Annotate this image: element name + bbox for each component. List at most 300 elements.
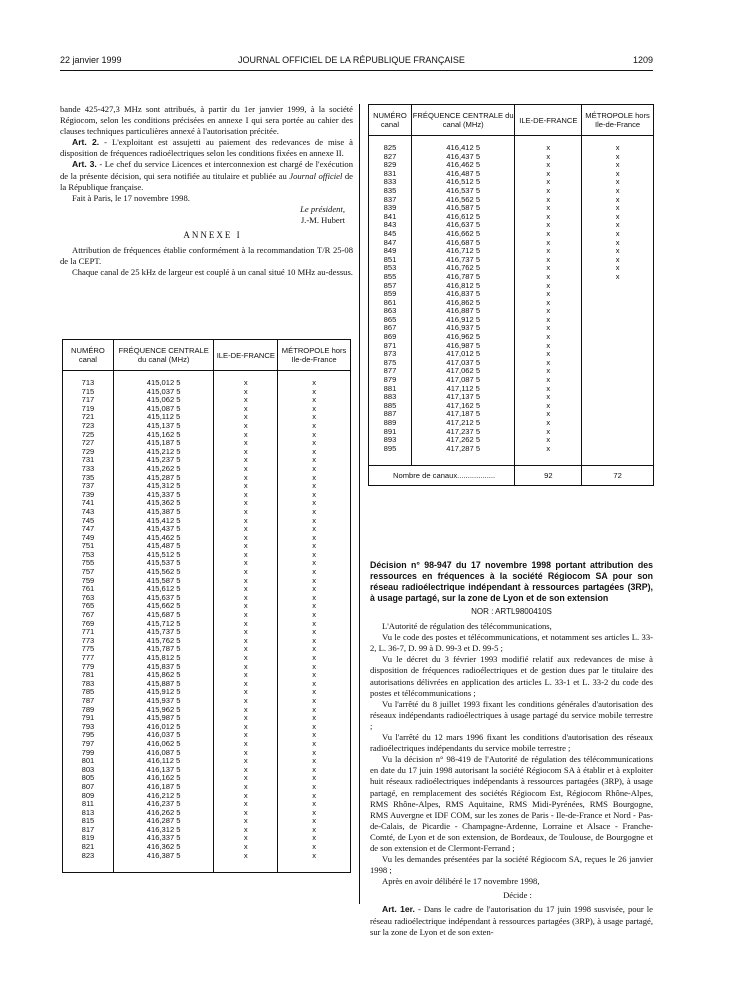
center-frequency: 417,012 5 — [411, 350, 515, 359]
header-ile-de-france: ILE-DE-FRANCE — [515, 105, 582, 136]
center-frequency: 415,037 5 — [113, 388, 214, 397]
table-row — [369, 247, 654, 256]
ile-de-france-mark: x — [214, 671, 278, 680]
table-row — [63, 517, 351, 526]
metropole-mark: x — [278, 422, 351, 431]
metropole-mark — [582, 428, 654, 437]
metropole-mark: x — [278, 559, 351, 568]
center-frequency: 416,112 5 — [113, 757, 214, 766]
table-row — [369, 204, 654, 213]
channel-number: 779 — [63, 663, 114, 672]
table-row — [63, 594, 351, 603]
metropole-mark: x — [582, 196, 654, 205]
table-spacer-row — [63, 860, 351, 873]
center-frequency: 415,662 5 — [113, 602, 214, 611]
center-frequency: 415,462 5 — [113, 534, 214, 543]
table-row — [63, 577, 351, 586]
metropole-mark — [582, 359, 654, 368]
table-row — [369, 428, 654, 437]
ile-de-france-mark: x — [214, 525, 278, 534]
center-frequency: 416,662 5 — [411, 230, 515, 239]
table-row — [369, 307, 654, 316]
table-row — [369, 144, 654, 153]
table-row — [63, 834, 351, 843]
ile-de-france-mark: x — [515, 350, 582, 359]
metropole-mark: x — [278, 740, 351, 749]
ile-de-france-mark: x — [214, 792, 278, 801]
channel-number: 847 — [369, 239, 412, 248]
center-frequency: 415,337 5 — [113, 491, 214, 500]
ile-de-france-mark: x — [515, 299, 582, 308]
metropole-mark: x — [278, 688, 351, 697]
metropole-mark: x — [278, 525, 351, 534]
metropole-mark: x — [278, 834, 351, 843]
channel-number: 811 — [63, 800, 114, 809]
ile-de-france-mark: x — [214, 413, 278, 422]
table-row — [63, 465, 351, 474]
center-frequency: 416,837 5 — [411, 290, 515, 299]
journal-title: JOURNAL OFFICIEL DE LA RÉPUBLIQUE FRANÇAISE — [238, 55, 465, 65]
center-frequency: 416,912 5 — [411, 316, 515, 325]
ile-de-france-mark: x — [214, 620, 278, 629]
left-column-text — [60, 104, 353, 278]
header-metropole: MÉTROPOLE hors Ile-de-France — [278, 340, 351, 371]
center-frequency: 416,012 5 — [113, 723, 214, 732]
channel-number: 729 — [63, 448, 114, 457]
article-2: Art. 2. - L'exploitant est assujetti au paiement des redevances de mise à disposition de fréquences radioélectriques selon les conditions fixées en annexe II. — [60, 137, 353, 159]
center-frequency: 415,062 5 — [113, 396, 214, 405]
ile-de-france-mark: x — [214, 568, 278, 577]
ile-de-france-mark: x — [515, 256, 582, 265]
center-frequency: 415,637 5 — [113, 594, 214, 603]
table-row — [63, 706, 351, 715]
channel-number: 809 — [63, 792, 114, 801]
metropole-mark: x — [278, 637, 351, 646]
ile-de-france-mark: x — [515, 436, 582, 445]
ile-de-france-mark: x — [214, 654, 278, 663]
channel-number: 819 — [63, 834, 114, 843]
metropole-mark: x — [278, 594, 351, 603]
table-row — [369, 410, 654, 419]
metropole-mark: x — [278, 542, 351, 551]
channel-number: 821 — [63, 843, 114, 852]
metropole-mark: x — [278, 448, 351, 457]
ile-de-france-mark: x — [214, 456, 278, 465]
center-frequency: 416,987 5 — [411, 342, 515, 351]
center-frequency: 415,612 5 — [113, 585, 214, 594]
ile-de-france-mark: x — [214, 731, 278, 740]
ile-de-france-mark: x — [214, 800, 278, 809]
table-row — [369, 316, 654, 325]
center-frequency: 417,062 5 — [411, 367, 515, 376]
table-row — [369, 324, 654, 333]
channel-number: 743 — [63, 508, 114, 517]
center-frequency: 416,037 5 — [113, 731, 214, 740]
ile-de-france-mark: x — [214, 491, 278, 500]
table-row — [63, 697, 351, 706]
channel-number: 849 — [369, 247, 412, 256]
footer-count-ile-de-france: 92 — [515, 466, 582, 486]
channel-number: 879 — [369, 376, 412, 385]
table-row — [369, 290, 654, 299]
table-row — [369, 376, 654, 385]
center-frequency: 416,562 5 — [411, 196, 515, 205]
center-frequency: 415,262 5 — [113, 465, 214, 474]
table-row — [63, 559, 351, 568]
table-row — [63, 585, 351, 594]
center-frequency: 415,587 5 — [113, 577, 214, 586]
channel-number: 741 — [63, 499, 114, 508]
table-row — [63, 800, 351, 809]
header-frequence: FRÉQUENCE CENTRALE du canal (MHz) — [411, 105, 515, 136]
channel-number: 837 — [369, 196, 412, 205]
running-header — [60, 55, 653, 67]
center-frequency: 415,137 5 — [113, 422, 214, 431]
ile-de-france-mark: x — [515, 204, 582, 213]
metropole-mark: x — [582, 144, 654, 153]
metropole-mark: x — [278, 465, 351, 474]
metropole-mark — [582, 410, 654, 419]
ile-de-france-mark: x — [214, 611, 278, 620]
table-row — [63, 740, 351, 749]
table-row — [63, 766, 351, 775]
table-row — [369, 256, 654, 265]
center-frequency: 416,137 5 — [113, 766, 214, 775]
ile-de-france-mark: x — [515, 385, 582, 394]
ile-de-france-mark: x — [515, 282, 582, 291]
ile-de-france-mark: x — [515, 359, 582, 368]
metropole-mark: x — [278, 723, 351, 732]
channel-number: 753 — [63, 551, 114, 560]
channel-number: 887 — [369, 410, 412, 419]
ile-de-france-mark: x — [214, 766, 278, 775]
channel-number: 769 — [63, 620, 114, 629]
channel-number: 813 — [63, 809, 114, 818]
center-frequency: 416,937 5 — [411, 324, 515, 333]
table-row — [63, 723, 351, 732]
channel-number: 867 — [369, 324, 412, 333]
center-frequency: 415,437 5 — [113, 525, 214, 534]
table-row — [63, 448, 351, 457]
channel-number: 733 — [63, 465, 114, 474]
ile-de-france-mark: x — [515, 178, 582, 187]
table-row — [63, 688, 351, 697]
decision-title: Décision n° 98-947 du 17 novembre 1998 portant attribution des ressources en fréquences à la société Régiocom SA pour son réseau radioélectrique indépendant à ressources partagées (3RP), à usage partagé, sur la zone de Lyon et de son extension — [370, 560, 653, 603]
center-frequency: 415,787 5 — [113, 645, 214, 654]
metropole-mark — [582, 393, 654, 402]
channel-number: 861 — [369, 299, 412, 308]
channel-number: 785 — [63, 688, 114, 697]
table-row — [369, 393, 654, 402]
channel-number: 739 — [63, 491, 114, 500]
metropole-mark: x — [278, 817, 351, 826]
center-frequency: 416,312 5 — [113, 826, 214, 835]
center-frequency: 416,887 5 — [411, 307, 515, 316]
channel-number: 841 — [369, 213, 412, 222]
metropole-mark: x — [278, 474, 351, 483]
ile-de-france-mark: x — [214, 663, 278, 672]
ile-de-france-mark: x — [214, 517, 278, 526]
center-frequency: 417,212 5 — [411, 419, 515, 428]
center-frequency: 415,887 5 — [113, 680, 214, 689]
ile-de-france-mark: x — [214, 594, 278, 603]
ile-de-france-mark: x — [515, 367, 582, 376]
channel-number — [63, 860, 114, 873]
table-row — [63, 525, 351, 534]
ile-de-france-mark: x — [214, 431, 278, 440]
article-1: Art. 1er. - Dans le cadre de l'autorisation du 17 juin 1998 susvisée, pour le réseau radioélectrique indépendant à ressources partagées (3RP), à usage partagé, sur la zone de Lyon et de son exten- — [370, 904, 653, 937]
ile-de-france-mark: x — [214, 826, 278, 835]
page-number: 1209 — [632, 55, 653, 65]
center-frequency: 416,712 5 — [411, 247, 515, 256]
center-frequency: 416,062 5 — [113, 740, 214, 749]
channel-number: 773 — [63, 637, 114, 646]
center-frequency: 415,012 5 — [113, 379, 214, 388]
ile-de-france-mark: x — [515, 221, 582, 230]
ile-de-france-mark: x — [214, 688, 278, 697]
channel-number: 715 — [63, 388, 114, 397]
table-row — [63, 611, 351, 620]
table-row — [63, 431, 351, 440]
center-frequency: 416,487 5 — [411, 170, 515, 179]
table-row — [369, 359, 654, 368]
metropole-mark: x — [278, 611, 351, 620]
center-frequency: 417,037 5 — [411, 359, 515, 368]
table-row — [369, 350, 654, 359]
nor-reference: NOR : ARTL9800410S — [471, 607, 552, 616]
table-row — [63, 654, 351, 663]
center-frequency: 415,512 5 — [113, 551, 214, 560]
table-row — [63, 774, 351, 783]
ile-de-france-mark: x — [214, 697, 278, 706]
channel-number: 761 — [63, 585, 114, 594]
decision-paragraph: Vu le code des postes et télécommunications, et notamment ses articles L. 33-2, L. 36-7, D. 99 à D. 99-3 et D. 99-5 ; — [370, 632, 653, 654]
center-frequency: 416,537 5 — [411, 187, 515, 196]
ile-de-france-mark: x — [515, 187, 582, 196]
table-row — [63, 714, 351, 723]
channel-number: 735 — [63, 474, 114, 483]
channel-number: 789 — [63, 706, 114, 715]
ile-de-france-mark: x — [214, 852, 278, 861]
center-frequency: 416,212 5 — [113, 792, 214, 801]
table-row — [63, 388, 351, 397]
table-row — [63, 620, 351, 629]
center-frequency: 416,362 5 — [113, 843, 214, 852]
ile-de-france-mark: x — [214, 809, 278, 818]
channel-number: 845 — [369, 230, 412, 239]
metropole-mark: x — [278, 499, 351, 508]
table-row — [63, 602, 351, 611]
channel-number: 721 — [63, 413, 114, 422]
metropole-mark — [582, 376, 654, 385]
ile-de-france-mark: x — [214, 749, 278, 758]
channel-number: 805 — [63, 774, 114, 783]
channel-number: 875 — [369, 359, 412, 368]
table-row — [369, 187, 654, 196]
center-frequency: 416,087 5 — [113, 749, 214, 758]
metropole-mark: x — [582, 273, 654, 282]
channel-number: 863 — [369, 307, 412, 316]
center-frequency — [113, 860, 214, 873]
metropole-mark: x — [278, 843, 351, 852]
channel-number: 751 — [63, 542, 114, 551]
ile-de-france-mark: x — [214, 388, 278, 397]
ile-de-france-mark: x — [515, 402, 582, 411]
frequency-table-left — [62, 339, 351, 873]
ile-de-france-mark: x — [515, 393, 582, 402]
channel-number: 777 — [63, 654, 114, 663]
header-rule — [60, 70, 653, 71]
metropole-mark: x — [582, 230, 654, 239]
table-row — [369, 436, 654, 445]
table-row — [63, 826, 351, 835]
metropole-mark: x — [278, 792, 351, 801]
ile-de-france-mark: x — [214, 714, 278, 723]
metropole-mark: x — [278, 517, 351, 526]
decision-paragraph: Vu l'arrêté du 12 mars 1996 fixant les conditions d'autorisation des réseaux radioélectriques indépendants du service mobile terrestre ; — [370, 732, 653, 754]
ile-de-france-mark: x — [214, 585, 278, 594]
center-frequency: 415,412 5 — [113, 517, 214, 526]
table-row — [63, 413, 351, 422]
metropole-mark: x — [278, 620, 351, 629]
metropole-mark — [582, 402, 654, 411]
table-row — [369, 161, 654, 170]
table-spacer-row — [63, 371, 351, 380]
ile-de-france-mark: x — [214, 843, 278, 852]
center-frequency: 416,237 5 — [113, 800, 214, 809]
ile-de-france-mark: x — [515, 307, 582, 316]
center-frequency: 415,987 5 — [113, 714, 214, 723]
metropole-mark: x — [278, 671, 351, 680]
metropole-mark: x — [278, 680, 351, 689]
metropole-mark: x — [278, 749, 351, 758]
ile-de-france-mark: x — [515, 170, 582, 179]
metropole-mark: x — [278, 602, 351, 611]
channel-number: 815 — [63, 817, 114, 826]
center-frequency: 416,262 5 — [113, 809, 214, 818]
decision-paragraph: Vu la décision n° 98-419 de l'Autorité de régulation des télécommunications en date du 17 juin 1998 autorisant la société Régiocom SA à établir et à exploiter huit réseaux radioélectriques indépendants à ressources partagées (3RP), à usage partagé, en remplacement des sociétés Régiocom Est, Régiocom Rhône-Alpes, RMS Rhône-Alpes, RMS Aquitaine, RMS Midi-Pyrénées, RMS Bourgogne, RMS Auvergne et IDF COM, sur les zones de Paris - Ile-de-France et Nord - Pas-de-Calais, de Picardie - Champagne-Ardenne, Lorraine et Alsace - Franche-Comté, de Lyon et de son extension, de Bordeaux, de Toulouse, de Bourgogne et de son extension et de Clermont-Ferrand ; — [370, 754, 653, 853]
channel-number: 891 — [369, 428, 412, 437]
table-row — [369, 230, 654, 239]
metropole-mark: x — [278, 534, 351, 543]
table-row — [369, 196, 654, 205]
decision-paragraph: Vu le décret du 3 février 1993 modifié relatif aux redevances de mise à disposition de fréquences radioélectriques et de gestion dues par le titulaire des autorisations délivrées en application des articles L. 33-1 et L. 33-2 du code des postes et télécommunications ; — [370, 654, 653, 698]
table-row — [369, 445, 654, 454]
annexe-paragraph: Attribution de fréquences établie conformément à la recommandation T/R 25-08 de la CEPT. — [60, 245, 353, 267]
metropole-mark — [582, 385, 654, 394]
table-row — [63, 568, 351, 577]
table-row — [63, 663, 351, 672]
center-frequency: 416,162 5 — [113, 774, 214, 783]
table-row — [369, 221, 654, 230]
center-frequency: 415,162 5 — [113, 431, 214, 440]
table-row — [369, 178, 654, 187]
header-ile-de-france: ILE-DE-FRANCE — [214, 340, 278, 371]
center-frequency: 415,387 5 — [113, 508, 214, 517]
header-frequence: FRÉQUENCE CENTRALE du canal (MHz) — [113, 340, 214, 371]
channel-number: 765 — [63, 602, 114, 611]
channel-number: 823 — [63, 852, 114, 861]
metropole-mark: x — [582, 170, 654, 179]
ile-de-france-mark: x — [214, 577, 278, 586]
ile-de-france-mark: x — [214, 774, 278, 783]
metropole-mark — [582, 342, 654, 351]
metropole-mark: x — [582, 187, 654, 196]
center-frequency: 415,487 5 — [113, 542, 214, 551]
center-frequency — [411, 453, 515, 466]
channel-number: 829 — [369, 161, 412, 170]
center-frequency: 415,362 5 — [113, 499, 214, 508]
channel-number: 717 — [63, 396, 114, 405]
metropole-mark — [582, 324, 654, 333]
center-frequency: 415,937 5 — [113, 697, 214, 706]
column-separator — [359, 104, 360, 904]
decision-paragraph: Vu les demandes présentées par la société Régiocom SA, reçues le 26 janvier 1998 ; — [370, 854, 653, 876]
channel-number: 775 — [63, 645, 114, 654]
table-spacer-row — [369, 136, 654, 145]
table-row — [369, 213, 654, 222]
table-row — [63, 757, 351, 766]
table-row — [63, 783, 351, 792]
table-row — [369, 282, 654, 291]
table-row — [63, 671, 351, 680]
channel-number: 771 — [63, 628, 114, 637]
metropole-mark: x — [278, 577, 351, 586]
fait-a-paris: Fait à Paris, le 17 novembre 1998. — [72, 192, 190, 203]
ile-de-france-mark: x — [214, 602, 278, 611]
table-row — [63, 508, 351, 517]
ile-de-france-mark: x — [214, 534, 278, 543]
center-frequency: 416,787 5 — [411, 273, 515, 282]
paragraph: bande 425-427,3 MHz sont attribués, à partir du 1er janvier 1999, à la société Régiocom, selon les conditions précisées en annexe I qui sera portée au cahier des clauses techniques particulières annexé à l'autorisation précitée. — [60, 104, 353, 137]
metropole-mark: x — [278, 396, 351, 405]
ile-de-france-mark: x — [515, 161, 582, 170]
metropole-mark: x — [278, 431, 351, 440]
channel-number: 795 — [63, 731, 114, 740]
channel-number: 825 — [369, 144, 412, 153]
article-3: Art. 3. - Le chef du service Licences et interconnexion est chargé de l'exécution de la présente décision, qui sera notifiée au titulaire et publiée au Journal officiel de la République française. — [60, 159, 354, 192]
channel-number: 833 — [369, 178, 412, 187]
metropole-mark: x — [278, 783, 351, 792]
table-row — [369, 170, 654, 179]
center-frequency: 416,862 5 — [411, 299, 515, 308]
channel-number: 857 — [369, 282, 412, 291]
metropole-mark — [582, 350, 654, 359]
ile-de-france-mark: x — [214, 783, 278, 792]
ile-de-france-mark: x — [515, 342, 582, 351]
metropole-mark: x — [278, 628, 351, 637]
ile-de-france-mark: x — [515, 316, 582, 325]
table-row — [63, 439, 351, 448]
channel-number: 883 — [369, 393, 412, 402]
metropole-mark — [582, 282, 654, 291]
channel-number: 851 — [369, 256, 412, 265]
ile-de-france-mark: x — [214, 680, 278, 689]
center-frequency: 415,212 5 — [113, 448, 214, 457]
center-frequency: 417,112 5 — [411, 385, 515, 394]
decision-paragraphs — [370, 621, 653, 887]
channel-number: 767 — [63, 611, 114, 620]
center-frequency: 415,687 5 — [113, 611, 214, 620]
ile-de-france-mark: x — [214, 482, 278, 491]
channel-number: 827 — [369, 153, 412, 162]
center-frequency: 416,462 5 — [411, 161, 515, 170]
channel-number — [369, 453, 412, 466]
metropole-mark: x — [278, 551, 351, 560]
table-row — [369, 367, 654, 376]
ile-de-france-mark: x — [515, 196, 582, 205]
center-frequency: 415,812 5 — [113, 654, 214, 663]
